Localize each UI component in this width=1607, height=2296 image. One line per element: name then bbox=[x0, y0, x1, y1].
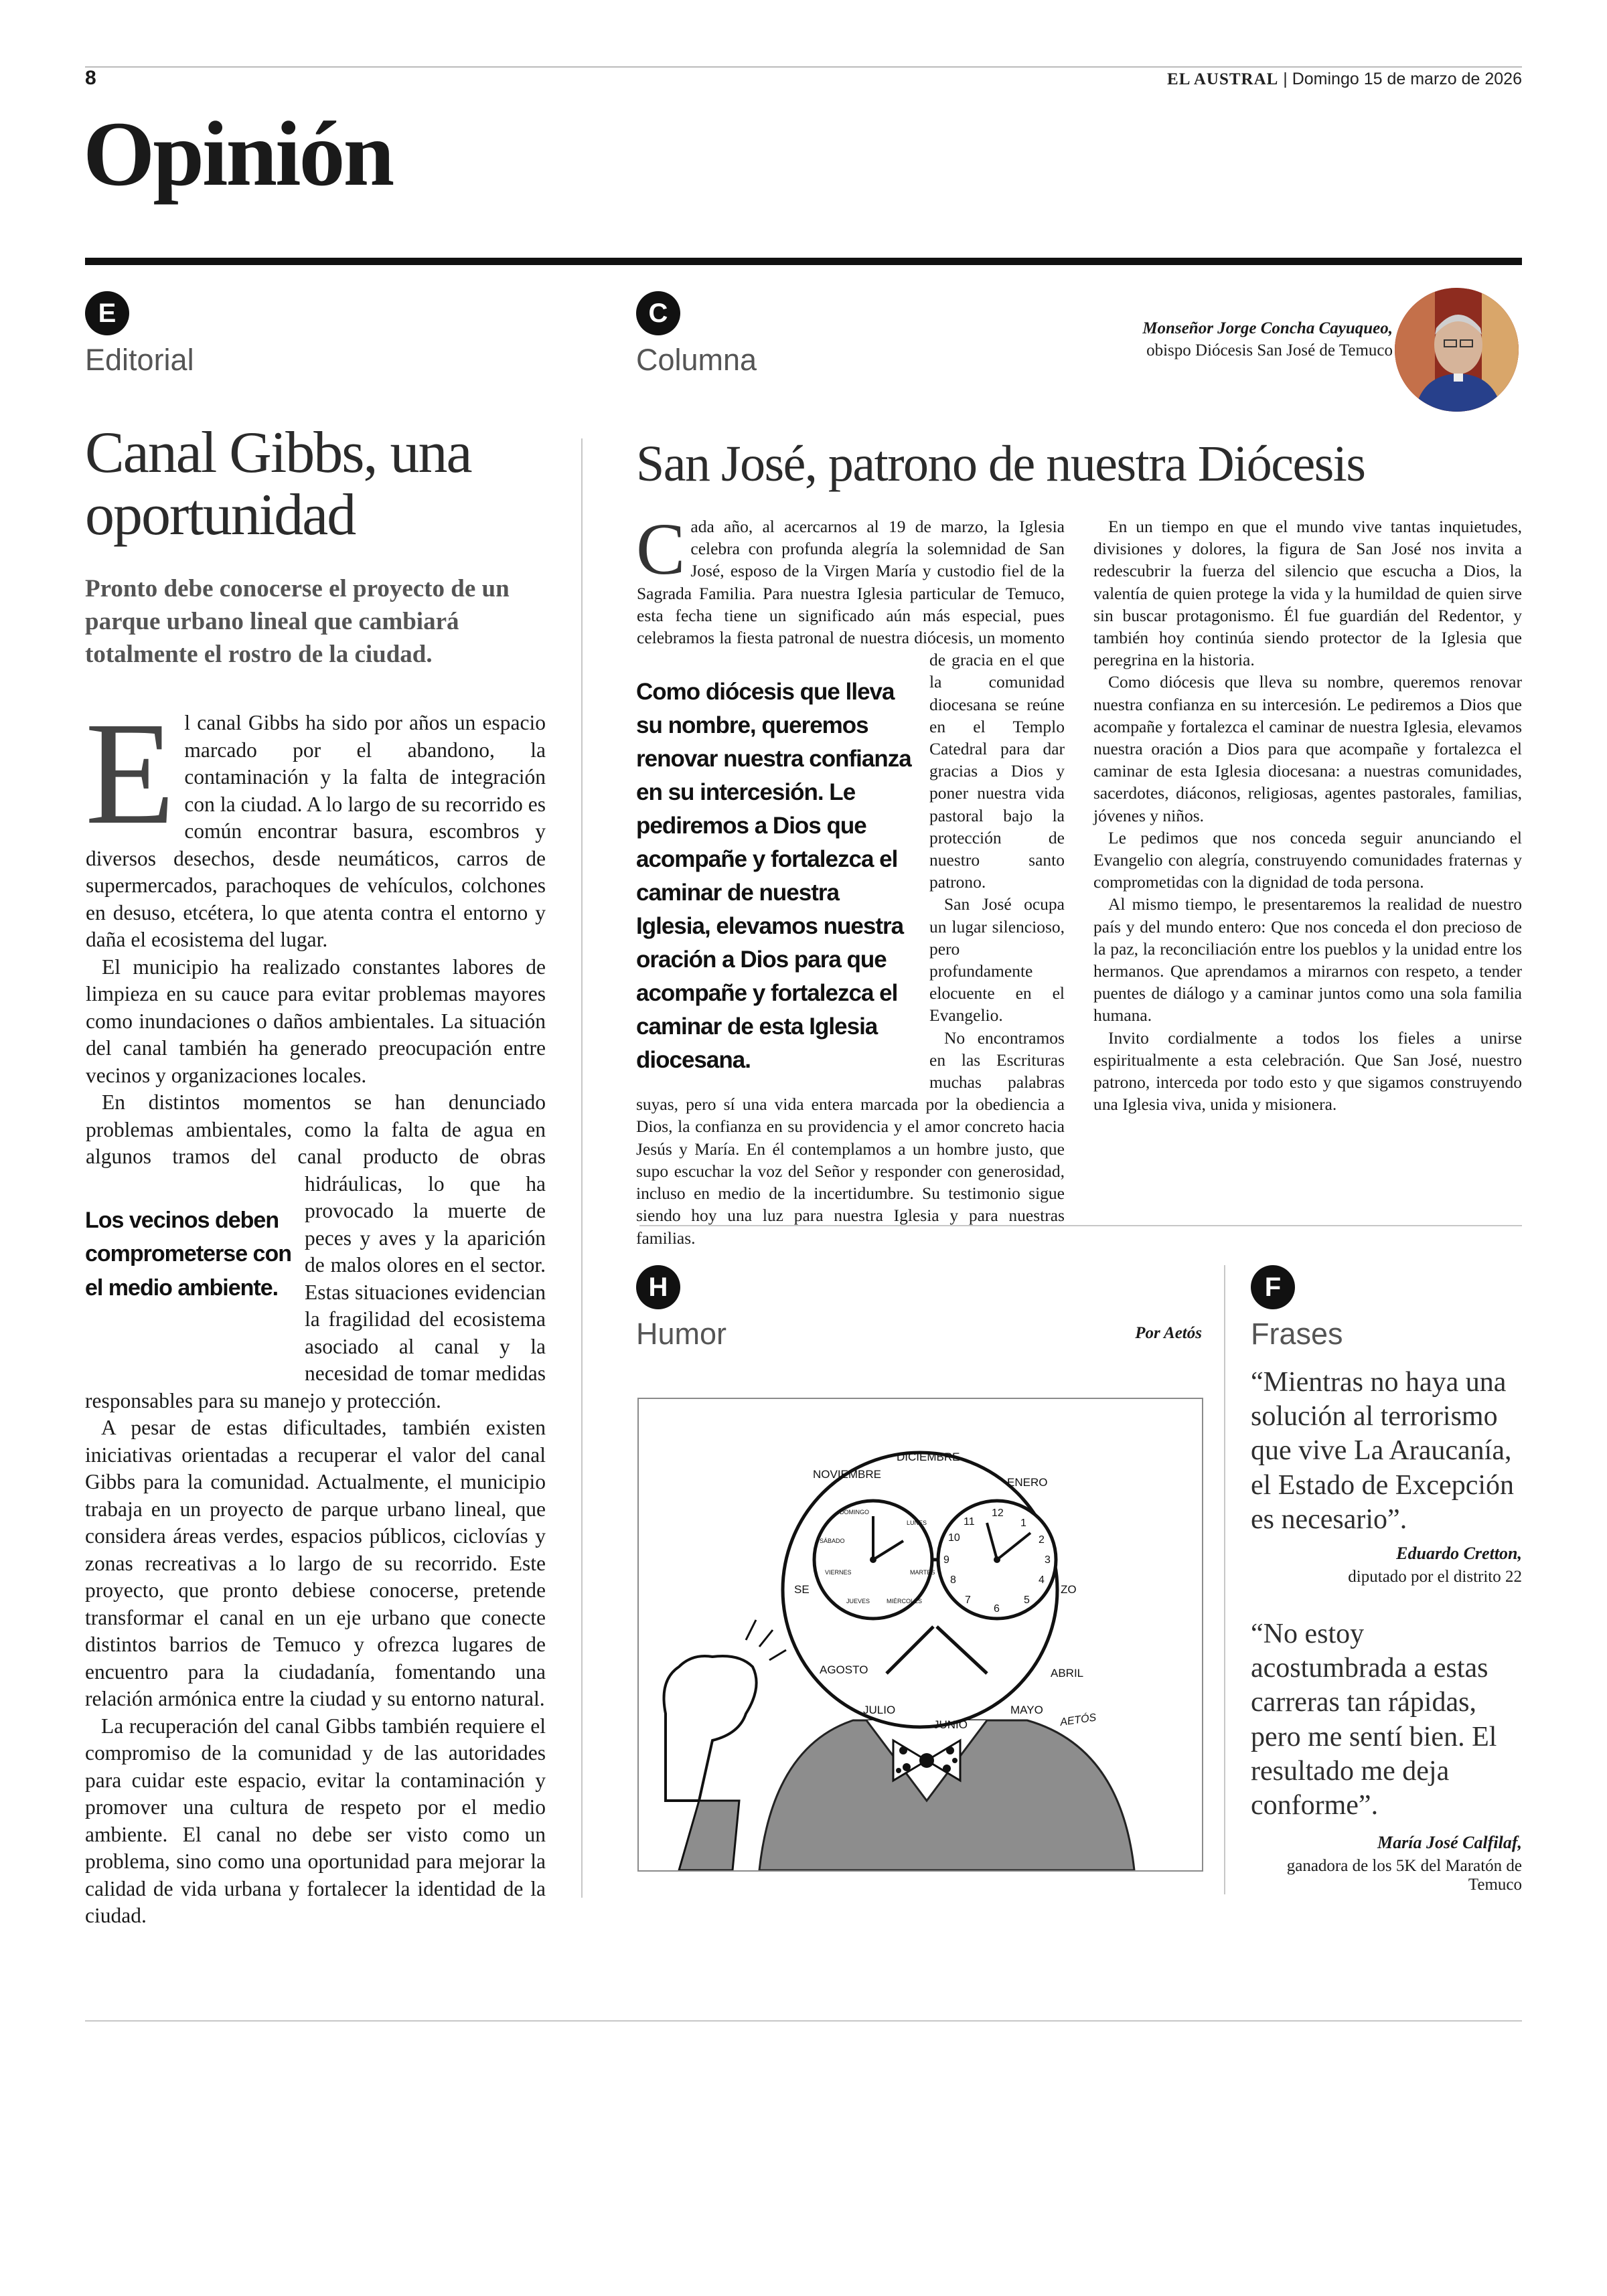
frases-label: Frases bbox=[1251, 1317, 1343, 1351]
column-dropcap: C bbox=[636, 508, 686, 590]
month-label: JULIO bbox=[863, 1704, 896, 1716]
svg-text:1: 1 bbox=[1020, 1518, 1026, 1529]
editorial-deck: Pronto debe conocerse el proyecto de un parque urbano lineal que cambiará totalmente el rostro de la ciudad. bbox=[85, 575, 510, 669]
svg-text:12: 12 bbox=[992, 1507, 1004, 1519]
svg-text:11: 11 bbox=[964, 1516, 975, 1528]
column-body bbox=[636, 508, 1522, 1248]
quote-1-role: diputado por el distrito 22 bbox=[1348, 1568, 1522, 1586]
column-badge: C bbox=[636, 291, 680, 335]
svg-text:8: 8 bbox=[950, 1574, 956, 1586]
cartoon-signature: AETÓS bbox=[1059, 1712, 1097, 1728]
column-paragraph-4: En un tiempo en que el mundo vive tantas inquietudes, divisiones y dolores, la figura de San José nos invita a redescubrir la fuerza del silencio que escucha a Dios, la valentía de quien protege la vida y la humildad de quien sirve sin buscar protagonismo. Él fue guardián del Redentor, y también hoy continúa siendo protector de la Iglesia que peregrina en la historia. bbox=[1093, 517, 1522, 670]
column-left-text bbox=[636, 508, 1065, 1249]
editorial-badge: E bbox=[85, 291, 129, 335]
section-title: Opinión bbox=[83, 102, 393, 205]
author-role: obispo Diócesis San José de Temuco bbox=[1146, 341, 1393, 359]
quote-2-author: María José Calfilaf, bbox=[1377, 1833, 1522, 1852]
section-rule bbox=[85, 258, 1522, 265]
spacer-quote bbox=[85, 1185, 305, 1386]
cartoon-drawing bbox=[639, 1399, 1202, 1870]
quote-2-role: ganadora de los 5K del Maratón de Temuco bbox=[1286, 1857, 1522, 1894]
author-name: Monseñor Jorge Concha Cayuqueo, bbox=[1142, 319, 1393, 337]
newspaper-name: EL AUSTRAL bbox=[1167, 70, 1279, 88]
month-label: SE bbox=[794, 1583, 810, 1596]
editorial-paragraph-1: l canal Gibbs ha sido por años un espacio marcado por el abandono, la contaminación y la falta de integración con la ciudad. A lo largo de su recorrido es común encontrar basura, escombros y diversos desechos, desde neumáticos, carros de supermercados, parachoques de vehículos, colchones en desuso, etcétera, lo que atenta contra el entorno y daña el ecosistema del lugar. bbox=[86, 711, 546, 951]
column-divider-2 bbox=[1224, 1265, 1225, 1894]
bottom-rule bbox=[85, 2020, 1522, 2022]
svg-text:5: 5 bbox=[1024, 1594, 1030, 1606]
quote-1-author: Eduardo Cretton, bbox=[1396, 1544, 1522, 1563]
humor-badge: H bbox=[636, 1265, 680, 1309]
column-paragraph-8: Invito cordialmente a todos los fieles a unirse espiritualmente a esta celebración. Que San José, nuestro patrono, interceda por todo esto y que sigamos construyendo una Iglesia viva, unida y misionera. bbox=[1093, 1028, 1522, 1115]
column-label: Columna bbox=[636, 343, 757, 377]
editorial-label: Editorial bbox=[85, 343, 194, 377]
editorial-paragraph-5: La recuperación del canal Gibbs también requiere el compromiso de la comunidad y de las autoridades para cuidar este espacio, evitar la contaminación y promover una cultura de respeto por el medio ambiente. El canal no debe ser visto como un problema, sino como una oportunidad para mejorar la calidad de vida urbana y fortalecer la identidad de la ciudad. bbox=[85, 1714, 546, 1927]
weekday-label: MARTES bbox=[910, 1569, 935, 1576]
weekday-label: SÁBADO bbox=[820, 1538, 845, 1544]
svg-text:7: 7 bbox=[965, 1594, 971, 1606]
quote-1: “Mientras no haya una solución al terrorismo que vive La Araucanía, el Estado de Excepción es necesario”. bbox=[1251, 1367, 1515, 1535]
column-paragraph-3: No encontramos en las Escrituras muchas palabras suyas, pero sí una vida entera marcada por la obediencia a Dios, la confianza en su providencia y el amor concreto hacia Jesús y María. En él contemplamos a un hombre justo, que supo escuchar la voz del Señor y responder con generosidad, incluso en medio de la incertidumbre. Su testimonio sigue siendo hoy una luz para nuestra Iglesia y para nuestras familias. bbox=[636, 1028, 1065, 1248]
avatar-portrait bbox=[1395, 288, 1519, 412]
weekday-label: LUNES bbox=[907, 1520, 927, 1526]
frases-badge: F bbox=[1251, 1265, 1295, 1309]
issue-date: Domingo 15 de marzo de 2026 bbox=[1292, 70, 1522, 88]
weekday-label: DOMINGO bbox=[840, 1509, 869, 1515]
svg-text:6: 6 bbox=[994, 1603, 1000, 1615]
month-label: DICIEMBRE bbox=[897, 1451, 960, 1463]
editorial-dropcap-visible: E bbox=[85, 691, 175, 855]
editorial-paragraph-3: En distintos momentos se han denunciado problemas ambientales, como la falta de agua en algunos tramos del canal producto de obras hidráulicas, lo que ha provocado la muerte de peces y aves y la aparición de malos olores en el sector. Estas situaciones evidencian la fragilidad del ecosistema asociado al canal y la necesidad de tomar medidas responsables para su manejo y protección. bbox=[85, 1090, 546, 1412]
humor-label: Humor bbox=[636, 1317, 727, 1351]
month-label: ENERO bbox=[1007, 1476, 1048, 1489]
month-label: JUNIO bbox=[933, 1718, 968, 1731]
weekday-label: JUEVES bbox=[846, 1598, 870, 1605]
month-label: ZO bbox=[1061, 1583, 1077, 1596]
svg-text:3: 3 bbox=[1045, 1554, 1051, 1566]
quote-2: “No estoy acostumbrada a estas carreras tan rápidas, pero me sentí bien. El resultado me deja conforme”. bbox=[1251, 1619, 1497, 1821]
column-paragraph-5: Como diócesis que lleva su nombre, queremos renovar nuestra confianza en su intercesión. Le pediremos a Dios que acompañe y fortalezca el caminar de nuestra Iglesia, elevamos nuestra oración a Dios para que acompañe y fortalezca el caminar de esta Iglesia diocesana: a nuestras comunidades, sacerdotes, diáconos, religiosas, agentes pastorales, familias, jóvenes y niños. bbox=[1093, 672, 1522, 825]
page-number: 8 bbox=[85, 67, 96, 89]
author-avatar bbox=[1395, 288, 1519, 412]
masthead: EL AUSTRAL | Domingo 15 de marzo de 2026 bbox=[1167, 70, 1522, 88]
column-paragraph-6: Le pedimos que nos conceda seguir anunciando el Evangelio con alegría, construyendo comunidades fraternas y comprometidas con la dignidad de toda persona. bbox=[1093, 827, 1522, 892]
weekday-label: VIERNES bbox=[825, 1569, 852, 1576]
column-headline: San José, patrono de nuestra Diócesis bbox=[636, 436, 1365, 492]
humor-byline: Por Aetós bbox=[1135, 1324, 1202, 1342]
column-divider-1 bbox=[581, 438, 583, 1898]
column-paragraph-1: ada año, al acercarnos al 19 de marzo, la Iglesia celebra con profunda alegría la solemnidad de San José, esposo de la Virgen María y custodio fiel de la Sagrada Familia. Para nuestra Iglesia particular de Temuco, esta fecha tiene un significado aún más especial, pues celebramos la fiesta patronal de nuestra diócesis, un momento de gracia en el que la comunidad diocesana se reúne en el Templo Catedral para dar gracias a Dios y poner nuestra vida pastoral bajo la protección de nuestro santo patrono. bbox=[637, 517, 1065, 892]
column-paragraph-2: San José ocupa un lugar silencioso, pero profundamente elocuente en el Evangelio. bbox=[929, 894, 1065, 1026]
editorial-headline: Canal Gibbs, una oportunidad bbox=[85, 420, 471, 548]
month-label: NOVIEMBRE bbox=[813, 1468, 882, 1481]
month-label: ABRIL bbox=[1051, 1667, 1084, 1679]
editorial-paragraph-2: El municipio ha realizado constantes labores de limpieza en su cauce para evitar problemas mayores como inundaciones o daños ambientales. La situación del canal también ha generado preocupación entre vecinos y organizaciones locales. bbox=[86, 955, 546, 1087]
top-rule bbox=[85, 66, 1522, 68]
svg-text:10: 10 bbox=[948, 1532, 960, 1544]
humor-cartoon bbox=[637, 1398, 1203, 1872]
editorial-pull-quote: Los vecinos deben comprometerse con el medio ambiente. bbox=[85, 1208, 291, 1301]
weekday-label: MIÉRCOLES bbox=[887, 1598, 923, 1605]
editorial-text bbox=[85, 691, 546, 1927]
column-right-text bbox=[1093, 515, 1522, 1115]
month-label: MAYO bbox=[1010, 1704, 1043, 1716]
editorial-paragraph-4: A pesar de estas dificultades, también existen iniciativas orientadas a recuperar el valor del canal Gibbs para la comunidad. Actualmente, el municipio trabaja en un proyecto de parque urbano lineal, que considera áreas verdes, espacios públicos, ciclovías y zonas recreativas a lo largo de su recorrido. Este proyecto, que pronto debiese conocerse, pretende transformar el canal en un eje urbano que conecte distintos barrios de Temuco y ofrezca lugares de encuentro para la ciudadanía, fomentando una relación armónica entre la ciudad y su entorno natural. bbox=[85, 1416, 546, 1710]
column-pull-quote: Como diócesis que lleva su nombre, queremos renovar nuestra confianza en su intercesión. Le pediremos a Dios que acompañe y fortalezca el caminar de nuestra Iglesia, elevamos nuestra oración a Dios para que acompañe y fortalezca el caminar de esta Iglesia diocesana. bbox=[636, 679, 911, 1073]
column-bottom-rule bbox=[639, 1225, 1522, 1226]
svg-text:9: 9 bbox=[943, 1554, 949, 1566]
column-paragraph-7: Al mismo tiempo, le presentaremos la realidad de nuestro país y del mundo entero: Que nos conceda el don precioso de la paz, la reconciliación entre los pueblos y la unidad entre los hermanos. Que aprendamos a mirarnos con respeto, a tender puentes de diálogo y a caminar juntos como una sola familia humana. bbox=[1093, 894, 1522, 1026]
svg-text:2: 2 bbox=[1039, 1534, 1045, 1546]
month-label: AGOSTO bbox=[820, 1663, 868, 1676]
svg-text:4: 4 bbox=[1039, 1574, 1045, 1586]
